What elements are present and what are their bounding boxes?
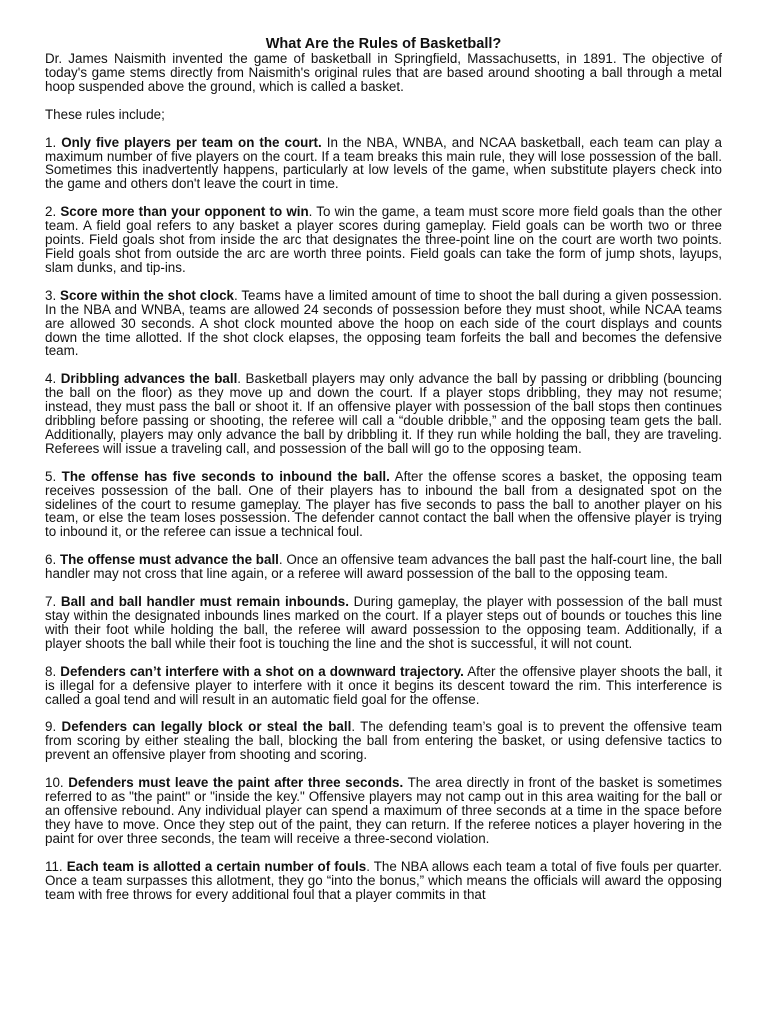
rule-title: Score more than your opponent to win [60, 204, 309, 220]
rule-title: The offense has five seconds to inbound the ball. [61, 468, 390, 484]
rule-body: During gameplay, the player with possession of the ball must stay within the designated inbounds lines marked on the court. If a player steps out of bounds or touches this line with their foot while holding the ball, the referee will award possession to the opposing team. Additionally, if a player shoots the ball while their foot is touching the line and the shot is successful, it will not count. [45, 594, 722, 651]
rule-body: . Teams have a limited amount of time to shoot the ball during a given possession. In the NBA and WNBA, teams are allowed 24 seconds of possession before they must shoot, while NCAA teams are allowed 30 seconds. A shot clock mounted above the hoop on each side of the court displays and counts down the time allotted. If the shot clock elapses, the opposing team forfeits the ball and becomes the defensive team. [45, 287, 722, 359]
intro-paragraph: Dr. James Naismith invented the game of basketball in Springfield, Massachusetts, in 1891. The objective of today's game stems directly from Naismith's original rules that are based around shooting a ball through a metal hoop suspended above the ground, which is called a basket. [45, 51, 722, 94]
rule-title: Defenders must leave the paint after three seconds. [68, 775, 404, 791]
rule-10 [45, 776, 722, 846]
rule-title: The offense must advance the ball [59, 552, 279, 568]
rule-title: Ball and ball handler must remain inbounds. [60, 594, 349, 610]
rule-body: The area directly in front of the basket is sometimes referred to as "the paint" or "inside the key." Offensive players may not camp out in this area waiting for the ball or an offensive rebound. Any individual player can spend a maximum of three seconds at a time in the space before they have to move. Once they step out of the paint, they can return. If the referee notices a player hovering in the paint for over three seconds, the team will receive a three-second violation. [45, 775, 723, 846]
rule-number: 6. [45, 552, 57, 568]
rule-6 [45, 553, 722, 581]
rule-number: 9. [45, 719, 57, 735]
rule-1 [45, 136, 722, 192]
rule-title: Defenders can’t interfere with a shot on a downward trajectory. [60, 663, 464, 679]
rule-number: 2. [45, 204, 57, 220]
rule-number: 4. [45, 371, 57, 387]
rules-lead-in: These rules include; [45, 106, 165, 122]
rule-number: 11. [45, 858, 63, 874]
rule-11 [45, 860, 722, 902]
rule-number: 1. [45, 134, 57, 150]
rule-number: 10. [45, 775, 64, 791]
rule-number: 8. [45, 663, 57, 679]
rule-body: . To win the game, a team must score more field goals than the other team. A field goal refers to any basket a player scores during gameplay. Field goals can be worth two or three points. Field goals shot from inside the arc that designates the three-point line on the court are worth two points. Field goals shot from outside the arc are worth three points. Field goals can take the form of jump shots, layups, slam dunks, and tip-ins. [45, 204, 722, 275]
rule-body: . Basketball players may only advance the ball by passing or dribbling (bouncing the ball on the floor) as they move up and down the court. If a player stops dribbling, they may not resume; instead, they must pass the ball or shoot it. If an offensive player with possession of the ball stops then continues dribbling before passing or shooting, the referee will call a “double dribble,” and the opposing team gets the ball. Additionally, players may only advance the ball by dribbling it. If they run while holding the ball, they are traveling. Referees will issue a traveling call, and possession of the ball will go to the opposing team. [45, 371, 722, 456]
document-title: What Are the Rules of Basketball? [265, 36, 502, 52]
rule-5 [45, 470, 722, 540]
rule-body: . The defending team’s goal is to prevent the offensive team from scoring by either stealing the ball, blocking the ball from entering the basket, or using defensive tactics to prevent an offensive player from shooting and scoring. [45, 719, 722, 763]
rule-body: After the offensive player shoots the ball, it is illegal for a defensive player to interfere with it once it begins its descent toward the rim. This interference is called a goal tend and will result in an automatic field goal for the offense. [45, 663, 722, 707]
rule-body: After the offense scores a basket, the opposing team receives possession of the ball. One of their players has to inbound the ball from a designated spot on the sidelines of the court to resume gameplay. The player has five seconds to pass the ball to another player on his team, or else the team loses possession. The defender cannot contact the ball when the offensive player is trying to inbound it, or the referee can issue a technical foul. [45, 468, 722, 540]
rule-8 [45, 665, 722, 707]
rule-body: . Once an offensive team advances the ball past the half-court line, the ball handler may not cross that line again, or a referee will award possession of the ball to the opposing team. [45, 552, 722, 582]
rule-3 [45, 289, 722, 359]
rule-4 [45, 372, 722, 455]
rule-title: Only five players per team on the court. [61, 134, 322, 150]
rule-title: Dribbling advances the ball [60, 371, 238, 387]
rule-2 [45, 205, 722, 275]
rule-number: 5. [45, 468, 57, 484]
rule-9 [45, 720, 722, 762]
rule-body: . The NBA allows each team a total of five fouls per quarter. Once a team surpasses this allotment, they go “into the bonus,” which means the officials will award the opposing team with free throws for every additional foul that a player commits in that [45, 858, 722, 902]
rule-7 [45, 595, 722, 651]
rule-title: Defenders can legally block or steal the ball [61, 719, 352, 735]
rule-title: Score within the shot clock [60, 287, 234, 303]
rule-body: In the NBA, WNBA, and NCAA basketball, each team can play a maximum number of five players on the court. If a team breaks this main rule, they will lose possession of the ball. Sometimes this inadvertently happens, particularly at low levels of the game, when substitute players check into the game and others don't leave the court in time. [45, 134, 722, 192]
rule-number: 3. [45, 287, 57, 303]
rule-title: Each team is allotted a certain number of fouls [66, 858, 367, 874]
rule-number: 7. [45, 594, 57, 610]
